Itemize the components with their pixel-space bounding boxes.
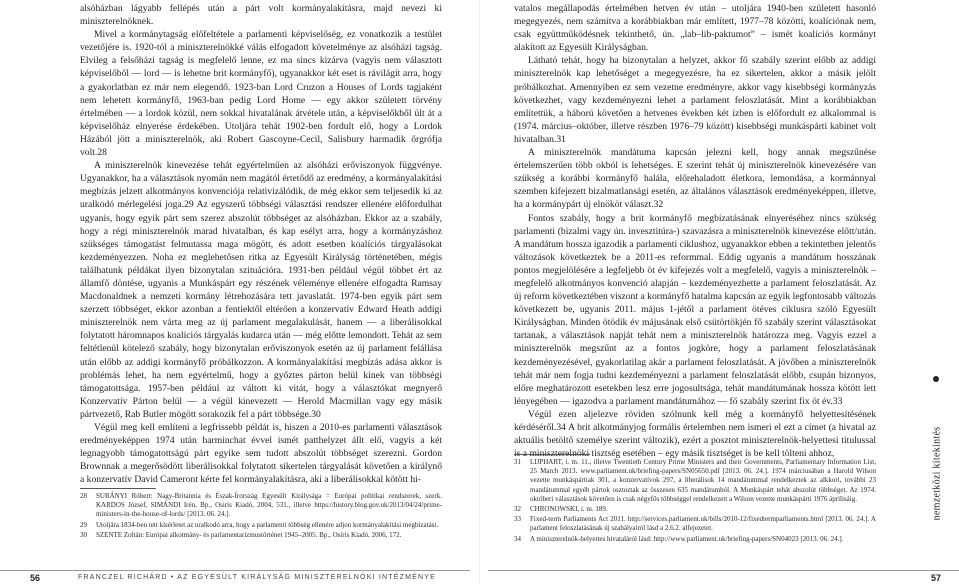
right-body-text (514, 2, 876, 460)
footnote-number: 33 (514, 515, 521, 524)
footnote (514, 505, 876, 514)
footnote (80, 521, 442, 530)
paragraph: Végül ezen aljelezve röviden szólnunk kell még a kormányfő helyettesítésének kérdéséről.34 A brit alkotmányjog formális értelemben nem ismeri el ezt a címet (a hivatal az aktuális betöltő személye szerint változik), ezért a posztot miniszterelnök-helyettesi titulussal is a miniszterelnöki tisztség esetében – egy másik tisztséget is be kell tölteni ahhoz, (514, 408, 876, 460)
footnote-text: A miniszterelnök-helyettes hivataláról lásd: http://www.parliament.uk/briefing-papers/SN04023 [2013. 06. 24.]. (530, 534, 844, 543)
footnote-text: Fixed-term Parliaments Act 2011. http://services.parliament.uk/bills/2010-12/fixedtermparliaments.html [2013. 06. 24.]. A parlament feloszlatásának új szabályairól lásd a 2.6.2. alfejezetet. (530, 515, 876, 533)
footnote (80, 531, 442, 540)
footnote (514, 515, 876, 533)
footnote (514, 458, 876, 504)
side-label-text: nemzetközi kitekintés (931, 426, 943, 521)
paragraph: A miniszterelnök mandátuma kapcsán jelezni kell, hogy annak megszűnése értelemszerűen több okból is lehetséges. E szerint tehát új miniszterelnök kinevezésére van szükség a korábbi kormányfő halála, előrehaladott életkora, lemondása, a kormánnyal szemben kifejezett bizalmatlansági esetén, az általános választások eredményeképpen, illetve, ha a kormánypárt új elnököt választ.32 (514, 147, 876, 211)
paragraph: A miniszterelnök kinevezése tehát egyértelműen az alsóházi erőviszonyok függvénye. Ugyanakkor, ha a választások nyomán nem magától értetődő az eredmény, a kormányalakítási megbízás jelzett alkotmányos konvenciója relativizálódik, de még ekkor sem teljesedik ki az uralkodó mérlegelési joga.29 Az egyszerű többségi választási rendszer ellenére előfordulhat ugyanis, hogy egyik párt sem szerez abszolút többséget az alsóházban. Ekkor az a szabály, hogy a régi miniszterelnök marad hivatalban, és kap esélyt arra, hogy a kormányzáshoz szükséges támogatást felmutassa maga mögött, és adott esetben koalíciós tárgyalásokat kezdeményezzen. Noha ez meglehetősen ritka az Egyesült Királyság történetében, mégis találhatunk példákat ilyen bizonytalan szituációra. 1931-ben például végül többet ért az államfő döntése, ugyanis a Munkáspárt egy részének véleménye ellenére elfogadta Ramsay Macdonaldnek a nemzeti kormány létrehozására tett javaslatát. 1974-ben egyik párt sem szerzett többséget, ekkor azonban a fentiektől eltérően a konzervatív Edward Heath addigi miniszterelnök nem várta meg az új parlament megalakulását, hanem — a liberálisokkal folytatott háromnapos koalíciós tárgyalás kudarca után — még előtte lemondott. Tehát az sem feltétlenül kötelező szabály, hogy bizonytalan erőviszonyok esetén az új parlament felállása után előbb az addigi kormányfő próbálkozzon. A kormányalakítási megbízás adása akkor is problémás lehet, ha nem egyértelmű, hogy a győztes párton belül kinek van többségi támogatottsága. 1957-ben például az váltott ki vitát, hogy a választókat megnyerő Konzervatív Párton belül — a végül kinevezett — Herold Macmillan vagy egy másik pártvezető, Rab Butler mögött sorakozik fel a párt többsége.30 (80, 160, 442, 420)
bullet-dot-icon (933, 376, 939, 382)
gutter (479, 0, 480, 584)
footnote-number: 29 (80, 520, 87, 529)
right-footnotes (514, 454, 876, 545)
page-number: 57 (930, 573, 941, 583)
paragraph: alsóházban lágyabb fellépés után a párt volt kormányalakításra, majd nevezi ki miniszterelnöknek. (80, 3, 442, 28)
paragraph: Végül meg kell említeni a legfrissebb példát is, hiszen a 2010-es parlamenti választások eredményeképpen 1974 után harminchat évvel ismét patthelyzet állt elő, vagyis a két legnagyobb támogatottságú párt egyike sem tudott abszolút többséget szerezni. Gordon Brownnak a megerősödött liberálisokkal folytatott sikertelen tárgyalását követően a királynő a konzervatív David Cameront kérte fel kormányalakításra, aki a liberálisokkal kötött hi- (80, 422, 442, 486)
footnote-text: Utoljára 1834-ben tett kísérletet az uralkodó arra, hogy a parlamenti többség ellenére adjon kormányalakítási megbízatást. (96, 520, 439, 529)
left-page (0, 0, 470, 584)
footer-rule (0, 570, 470, 571)
footnote-number: 31 (514, 458, 521, 466)
left-footer (0, 573, 470, 584)
paragraph: Látható tehát, hogy ha bizonytalan a helyzet, akkor fő szabály szerint előbb az addigi miniszterelnök kap lehetőséget a megegyezésre, ha ez sikertelen, akkor a másik jelölt próbálkozhat. Amennyiben ez sem vezetne eredményre, akkor vagy kisebbségi kormányzás következhet, vagy kezdeményezni lehet a parlament feloszlatását. Mint a korábbiakban említettük, a háború követően a hetvenes években két ízben is előfordult ez alkalommal is (1974. március–október, illetve részben 1976–79 között) kisebbségi munkáspárti kabinet volt hivatalban.31 (514, 55, 876, 145)
footnote (80, 492, 442, 520)
footnote-text: LIJPHART, i. m. 11., illetve Twentieth Century Prime Ministers and their Governments, Parliamentary Information List, 25 March 2013. www.parliament.uk/briefing-papers/SN05650.pdf [2013. 06. 24.]. 1974 márciusában a Harold Wilson vezette munkáspártiak 301, a konzervatívok 297, a liberálisok 14 mandátummal rendelkeztek az alkkori, további 23 mandátummal egyéb pártok osztoztak az összesen 635 mandátumból. A Munkáspárt tehát abszolút többséget. Az 1974. októberi választások követően is csak négyfős többséggel rendelkezett a Wilson vezette munkáspárti 1976 áprilisáig. (530, 458, 876, 503)
right-footer (488, 573, 959, 584)
footnote-rule (80, 488, 156, 489)
running-head: FRANCZEL RICHÁRD • AZ EGYESÜLT KIRÁLYSÁG MINISZTERELNÖKI INTÉZMÉNYE (78, 574, 436, 581)
footnote-number: 30 (80, 530, 87, 539)
footer-rule (488, 570, 959, 571)
page-number: 56 (30, 573, 41, 583)
footnote-text: CHRONOWSKI, i. m. 189. (530, 505, 608, 514)
footnote-rule (514, 454, 590, 455)
footnote-number: 34 (514, 534, 521, 543)
footnote-number: 32 (514, 505, 521, 514)
footnote (514, 535, 876, 544)
footnote-text: SURÁNYI Róbert: Nagy-Britannia és Észak-Írország Egyesült Királysága = Európai politikai rendszerek, szerk. KARDOS József, SIMÁNDI Irén, Bp., Osiris Kiadó, 2004, 531., illetve https://history.blog.gov.uk/2013/04/24/prime-ministers-in-the-house-of-lords/ [2013. 06. 24.]. (96, 492, 442, 519)
left-body-text (80, 2, 442, 486)
paragraph: Fontos szabály, hogy a brit kormányfő megbízatásának elnyeréséhez nincs szükség parlamenti (bizalmi vagy ún. invesztitúra-) szavazásra a miniszterelnök kinevezése előtt/után. A mandátum hossza igazodik a parlamenti ciklushoz, ugyanakkor ebben a tekintetben jelentős változások következtek be a 2011-es reformmal. Eddig ugyanis a mandátum hosszának pontos megjelölésére a legfeljebb öt év kifejezés volt a megfelelő, vagyis a miniszterelnök – megfelelő alkotmányos konvenció alapján – kezdeményezhette a parlament feloszlatását. Az új reform következtében viszont a kormányfő hatalma kapcsán az egyik legfontosabb változás következett be, ugyanis 2011. május 1-jétől a parlament ötéves ciklusra szóló Egyesült Királyságban. Minden ötödik év májusának első csütörtökjén fő szabály szerint választásokat tartanak, a választások napját tehát nem a miniszterelnök határozza meg. Vagyis ezzel a miniszterelnök megszűnt az a fontos jogköre, hogy a parlament feloszlatásának kezdeményezésével, gyakorlatilag akár a parlament feloszlatását. A jövőben a miniszterelnök tehát már nem fogja tudni kezdeményezni a parlament feloszlatását előbb, csupán bizonyos, előre meghatározott esetekben lesz erre jogosultsága, tehát mandátumának hossza kötött lett lényegében — igazodva a parlament mandátumához — fő szabály szerint fix öt év.33 (514, 212, 876, 407)
right-page (488, 0, 959, 584)
side-section-label (925, 390, 947, 570)
paragraph: Mivel a kormánytagság előfeltétele a parlamenti képviselőség, ez vonatkozik a testület vezetőjére is. 1920-tól a miniszterelnökké válás elfogadott követelménye az alsóházi tagság. Elvileg a felsőházi tagság is megfelelő lenne, ez ma sincs kizárva (vagyis nem választott képviselőből — lord — is lehetne brit kormányfő), ugyanakkor két eset is rávilágít arra, hogy a gyakorlatban ez már nem elegendő. 1923-ban Lord Cruzon a Houses of Lords tagjaként nem lehetett kormányfő, 1963-ban pedig Lord Home — egy akkor született törvény értelmében — a lordok közül, nem sokkal hivatalának átvétele után, a képviselőkből ült át a képviselőház elnyerése érdekében. Utoljára tehát 1902-ben fordult elő, hogy a Lordok Házából jött a miniszterelnök, aki Robert Gascoyne-Cecil, Salisbury harmadik őrgrófja volt.28 (80, 29, 442, 159)
footnote-text: SZENTE Zoltán: Európai alkotmány- és parlamentarizmustörténet 1945–2005. Bp., Osiris Kiadó, 2006, 172. (96, 530, 402, 539)
footnote-number: 28 (80, 492, 87, 500)
left-footnotes (80, 488, 442, 541)
paragraph: vatalos megállapodás értelmében hetven év után – utoljára 1940-ben született hasonló megegyezés, nem számítva a korábbiakban már említett, 1977–78 közötti, koalíciónak nem, csak együttműködésnek tekinthető, ún. „lab–lib-paktumot” – ismét koalíciós kormányt alakított az Egyesült Királyságban. (514, 3, 876, 54)
